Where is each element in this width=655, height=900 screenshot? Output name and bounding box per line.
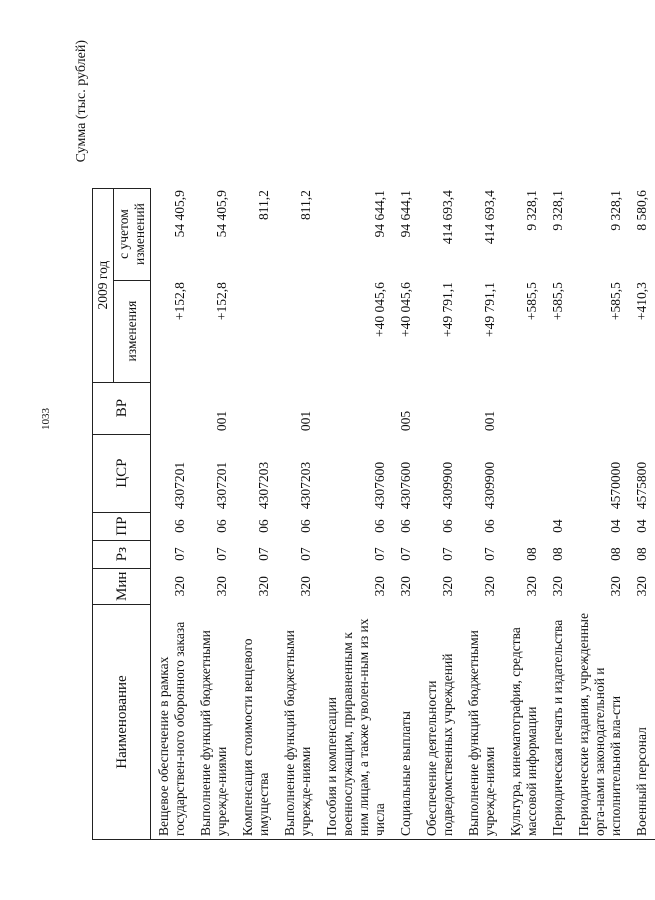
row-vr-code bbox=[319, 382, 393, 434]
table-row bbox=[545, 188, 571, 839]
row-spacer bbox=[461, 376, 503, 382]
row-pr-code: 04 bbox=[550, 519, 565, 533]
row-total-value: 8 580,6 bbox=[634, 190, 649, 231]
table-row bbox=[503, 188, 545, 839]
row-name: Выполнение функций бюджетными учрежде-ниями bbox=[277, 605, 319, 840]
amount-caption: Сумма (тыс. рублей) bbox=[74, 40, 89, 163]
table-row bbox=[629, 188, 655, 839]
row-pr-code: 06 bbox=[398, 519, 413, 533]
row-spacer bbox=[151, 376, 194, 382]
row-pr-code: 06 bbox=[440, 519, 455, 533]
row-name: Периодическая печать и издательства bbox=[545, 605, 571, 840]
row-min-code: 320 bbox=[372, 576, 387, 597]
table-row bbox=[193, 188, 235, 839]
row-name: Выполнение функций бюджетными учрежде-ниями bbox=[461, 605, 503, 840]
row-min-code: 320 bbox=[256, 576, 271, 597]
row-vr-code: 005 bbox=[398, 410, 413, 432]
row-min-code: 320 bbox=[298, 576, 313, 597]
row-change-value: +585,5 bbox=[550, 282, 565, 321]
table-row bbox=[235, 188, 277, 839]
row-csr-code: 4575800 bbox=[634, 461, 649, 510]
row-total-value: 811,2 bbox=[298, 190, 313, 220]
row-min-code: 320 bbox=[398, 576, 413, 597]
row-name: Периодические издания, учрежденные орга-нами законодательной и исполнительной вла-сти bbox=[571, 605, 629, 840]
row-name: Социальные выплаты bbox=[393, 605, 419, 840]
row-pr-code: 06 bbox=[482, 519, 497, 533]
row-rz-code: 07 bbox=[256, 547, 271, 561]
row-rz-code: 07 bbox=[172, 547, 187, 561]
row-min-code: 320 bbox=[634, 576, 649, 597]
row-rz-code: 07 bbox=[298, 547, 313, 561]
row-pr-code: 04 bbox=[608, 519, 623, 533]
header-csr: ЦСР bbox=[93, 434, 151, 512]
row-vr-code bbox=[629, 382, 655, 434]
row-csr-code: 4307203 bbox=[298, 461, 313, 510]
row-spacer bbox=[193, 376, 235, 382]
row-total-value: 811,2 bbox=[256, 190, 271, 220]
row-total-value: 9 328,1 bbox=[550, 190, 565, 231]
row-min-code: 320 bbox=[214, 576, 229, 597]
row-total-value: 414 693,4 bbox=[482, 190, 497, 245]
row-pr-code: 04 bbox=[634, 519, 649, 533]
row-name: Обеспечение деятельности подведомственных учреждений bbox=[419, 605, 461, 840]
row-min-code: 320 bbox=[524, 576, 539, 597]
row-pr-code bbox=[503, 512, 545, 540]
table-row bbox=[393, 188, 419, 839]
row-csr-code: 4309900 bbox=[482, 461, 497, 510]
row-rz-code: 07 bbox=[482, 547, 497, 561]
page-number: 1033 bbox=[40, 408, 52, 430]
row-csr-code bbox=[503, 434, 545, 512]
row-total-value: 54 405,9 bbox=[214, 190, 229, 238]
row-total-value: 94 644,1 bbox=[398, 190, 413, 238]
table-header bbox=[93, 188, 151, 839]
row-min-code: 320 bbox=[482, 576, 497, 597]
row-total-value: 94 644,1 bbox=[372, 190, 387, 238]
row-min-code: 320 bbox=[608, 576, 623, 597]
header-vr: ВР bbox=[93, 382, 151, 434]
row-vr-code bbox=[151, 382, 194, 434]
row-pr-code: 06 bbox=[298, 519, 313, 533]
row-spacer bbox=[545, 376, 571, 382]
row-rz-code: 08 bbox=[524, 547, 539, 561]
row-pr-code: 06 bbox=[214, 519, 229, 533]
table-row bbox=[151, 188, 194, 839]
row-change-value bbox=[235, 280, 277, 376]
row-change-value: +40 045,6 bbox=[372, 282, 387, 337]
row-csr-code: 4307203 bbox=[256, 461, 271, 510]
row-pr-code: 06 bbox=[172, 519, 187, 533]
row-spacer bbox=[235, 376, 277, 382]
table-row bbox=[277, 188, 319, 839]
row-change-value: +40 045,6 bbox=[398, 282, 413, 337]
row-spacer bbox=[503, 376, 545, 382]
row-rz-code: 08 bbox=[550, 547, 565, 561]
row-change-value: +152,8 bbox=[172, 282, 187, 321]
row-spacer bbox=[319, 376, 393, 382]
row-vr-code bbox=[571, 382, 629, 434]
row-csr-code: 4307600 bbox=[372, 461, 387, 510]
row-total-value: 414 693,4 bbox=[440, 190, 455, 245]
row-vr-code: 001 bbox=[298, 410, 313, 432]
header-changes: изменения bbox=[114, 280, 151, 382]
row-csr-code: 4309900 bbox=[440, 461, 455, 510]
row-rz-code: 07 bbox=[214, 547, 229, 561]
row-spacer bbox=[629, 376, 655, 382]
header-year: 2009 год bbox=[93, 188, 114, 382]
budget-table bbox=[92, 188, 655, 840]
row-name: Выполнение функций бюджетными учрежде-ниями bbox=[193, 605, 235, 840]
row-min-code: 320 bbox=[440, 576, 455, 597]
row-csr-code bbox=[545, 434, 571, 512]
row-pr-code: 06 bbox=[372, 519, 387, 533]
header-with-changes: с учетом изменений bbox=[114, 188, 151, 280]
row-csr-code: 4307600 bbox=[398, 461, 413, 510]
row-min-code: 320 bbox=[172, 576, 187, 597]
table-body bbox=[151, 188, 655, 839]
row-rz-code: 08 bbox=[608, 547, 623, 561]
row-change-value bbox=[277, 280, 319, 376]
row-csr-code: 4307201 bbox=[214, 461, 229, 510]
header-pr: ПР bbox=[93, 512, 151, 540]
row-change-value: +585,5 bbox=[524, 282, 539, 321]
row-change-value: +49 791,1 bbox=[440, 282, 455, 337]
row-name: Компенсация стоимости вещевого имущества bbox=[235, 605, 277, 840]
row-change-value: +152,8 bbox=[214, 282, 229, 321]
row-change-value: +49 791,1 bbox=[482, 282, 497, 337]
header-name: Наименование bbox=[93, 605, 151, 840]
row-vr-code bbox=[235, 382, 277, 434]
row-total-value: 54 405,9 bbox=[172, 190, 187, 238]
header-min: Мин bbox=[93, 568, 151, 604]
row-spacer bbox=[277, 376, 319, 382]
row-vr-code bbox=[503, 382, 545, 434]
row-change-value: +585,5 bbox=[608, 282, 623, 321]
table-row bbox=[571, 188, 629, 839]
row-csr-code: 4570000 bbox=[608, 461, 623, 510]
table-row bbox=[319, 188, 393, 839]
row-vr-code: 001 bbox=[482, 410, 497, 432]
header-rz: Рз bbox=[93, 540, 151, 568]
table-row bbox=[419, 188, 461, 839]
row-vr-code bbox=[419, 382, 461, 434]
row-name: Пособия и компенсации военнослужащим, приравненным к ним лицам, а также уволен-ным из их числа bbox=[319, 605, 393, 840]
row-name: Культура, кинематография, средства массовой информации bbox=[503, 605, 545, 840]
row-rz-code: 07 bbox=[372, 547, 387, 561]
row-min-code: 320 bbox=[550, 576, 565, 597]
row-vr-code bbox=[545, 382, 571, 434]
row-name: Военный персонал bbox=[629, 605, 655, 840]
row-change-value: +410,3 bbox=[634, 282, 649, 321]
row-rz-code: 07 bbox=[440, 547, 455, 561]
row-csr-code: 4307201 bbox=[172, 461, 187, 510]
row-total-value: 9 328,1 bbox=[608, 190, 623, 231]
row-rz-code: 07 bbox=[398, 547, 413, 561]
row-total-value: 9 328,1 bbox=[524, 190, 539, 231]
row-pr-code: 06 bbox=[256, 519, 271, 533]
row-vr-code: 001 bbox=[214, 410, 229, 432]
row-spacer bbox=[419, 376, 461, 382]
row-name: Вещевое обеспечение в рамках государствен-ного оборонного заказа bbox=[151, 605, 194, 840]
row-spacer bbox=[571, 376, 629, 382]
table-row bbox=[461, 188, 503, 839]
row-rz-code: 08 bbox=[634, 547, 649, 561]
rotated-page-content bbox=[74, 40, 649, 840]
row-spacer bbox=[393, 376, 419, 382]
